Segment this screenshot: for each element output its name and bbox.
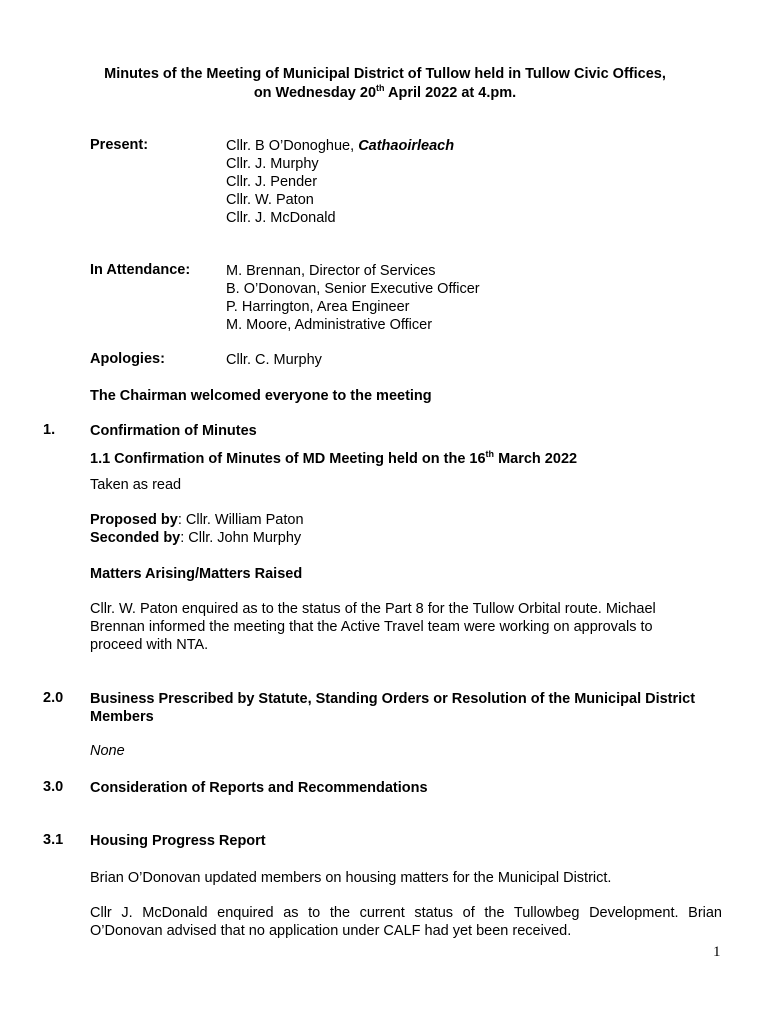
- section-1-1-heading: 1.1 Confirmation of Minutes of MD Meeting held on the 16th March 2022: [90, 449, 578, 467]
- section-1-number: 1.: [43, 422, 56, 438]
- attendee: B. O’Donovan, Senior Executive Officer: [226, 281, 480, 297]
- present-label: Present:: [90, 137, 149, 153]
- matters-arising-paragraph: Cllr. W. Paton enquired as to the status of the Part 8 for the Tullow Orbital route. Michael Brennan informed the meeting that the Active Travel team were working on approvals to proceed with NTA.: [90, 601, 656, 653]
- section-1-heading: Confirmation of Minutes: [90, 423, 257, 439]
- section-2-number: 2.0: [43, 690, 64, 706]
- attendee: M. Brennan, Director of Services: [226, 263, 436, 279]
- attendee: P. Harrington, Area Engineer: [226, 299, 410, 315]
- document-title: [0, 65, 770, 103]
- seconded-by: Seconded by: Cllr. John Murphy: [90, 530, 302, 546]
- section-3-number: 3.0: [43, 779, 64, 795]
- section-2-heading: Business Prescribed by Statute, Standing Orders or Resolution of the Municipal District Members: [90, 691, 696, 725]
- present-member: Cllr. J. Murphy: [226, 156, 319, 172]
- matters-arising-heading: Matters Arising/Matters Raised: [90, 566, 303, 582]
- present-member: Cllr. J. McDonald: [226, 210, 336, 226]
- taken-as-read: Taken as read: [90, 477, 182, 493]
- page-number: 1: [713, 944, 721, 960]
- present-member: Cllr. W. Paton: [226, 192, 314, 208]
- apologies-value: Cllr. C. Murphy: [226, 352, 322, 368]
- housing-paragraph-2: Cllr J. McDonald enquired as to the current status of the Tullowbeg Development. Brian O’Donovan advised that no application under CALF had yet been received.: [90, 905, 722, 939]
- section-2-body: None: [90, 743, 125, 759]
- section-3-heading: Consideration of Reports and Recommendations: [90, 780, 428, 796]
- present-list: [226, 137, 454, 227]
- present-member: Cllr. J. Pender: [226, 174, 318, 190]
- present-chair: Cllr. B O’Donoghue, Cathaoirleach: [226, 138, 455, 154]
- proposed-by: Proposed by: Cllr. William Paton: [90, 512, 304, 528]
- apologies-label: Apologies:: [90, 351, 165, 367]
- attendance-list: [226, 262, 480, 334]
- section-3-1-number: 3.1: [43, 832, 64, 848]
- welcome-statement: The Chairman welcomed everyone to the meeting: [90, 388, 432, 404]
- attendee: M. Moore, Administrative Officer: [226, 317, 433, 333]
- attendance-label: In Attendance:: [90, 262, 191, 278]
- title-line-2: on Wednesday 20th April 2022 at 4.pm.: [253, 83, 517, 101]
- housing-paragraph-1: Brian O’Donovan updated members on housing matters for the Municipal District.: [90, 870, 612, 886]
- title-line-1: Minutes of the Meeting of Municipal District of Tullow held in Tullow Civic Offices,: [104, 66, 666, 82]
- section-3-1-heading: Housing Progress Report: [90, 833, 266, 849]
